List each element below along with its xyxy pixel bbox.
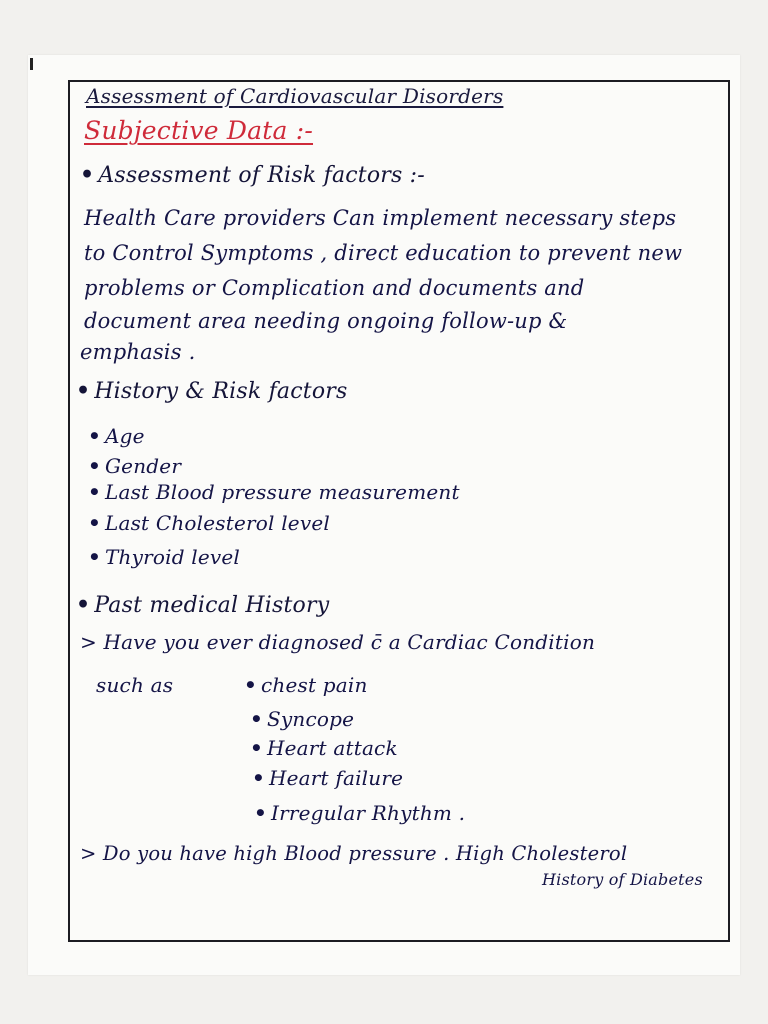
- history-item: [88, 545, 240, 569]
- bullet-icon: •: [76, 592, 91, 618]
- bullet-icon: •: [80, 162, 95, 188]
- paragraph-line: problems or Complication and documents and: [84, 276, 585, 300]
- bullet-icon: •: [88, 545, 101, 569]
- bullet-icon: •: [76, 378, 91, 404]
- bullet-icon: •: [88, 454, 101, 478]
- history-risk-label: History & Risk factors: [94, 379, 348, 404]
- question-line: > Do you have high Blood pressure . High Cholesterol: [80, 842, 628, 865]
- page-edge-mark: [30, 58, 33, 70]
- question-line: History of Diabetes: [542, 870, 703, 889]
- paragraph-line: emphasis .: [80, 340, 196, 364]
- bullet-icon: •: [252, 766, 265, 790]
- paragraph-line: Health Care providers Can implement necessary steps: [84, 206, 677, 230]
- condition-label: Irregular Rhythm .: [270, 801, 466, 825]
- condition-item: [250, 736, 398, 760]
- history-item-label: Age: [104, 424, 145, 448]
- subjective-data-heading: Subjective Data :-: [84, 116, 314, 145]
- question-line: such as: [96, 673, 174, 697]
- past-medical-heading: [76, 592, 329, 618]
- history-risk-heading: [76, 378, 347, 404]
- bullet-icon: •: [254, 801, 267, 825]
- history-item-label: Last Blood pressure measurement: [104, 480, 460, 504]
- history-item: [88, 480, 460, 504]
- paragraph-line: to Control Symptoms , direct education to prevent new: [84, 241, 683, 265]
- past-medical-label: Past medical History: [94, 593, 330, 618]
- condition-item: [252, 766, 403, 790]
- question-line: > Have you ever diagnosed c̄ a Cardiac Condition: [80, 630, 596, 654]
- condition-label: chest pain: [260, 673, 368, 697]
- history-item-label: Thyroid level: [104, 545, 241, 569]
- condition-label: Heart attack: [266, 736, 398, 760]
- condition-item: [254, 801, 465, 825]
- bullet-icon: •: [88, 511, 101, 535]
- history-item: [88, 424, 145, 448]
- history-item: [88, 454, 181, 478]
- history-item-label: Last Cholesterol level: [104, 511, 330, 535]
- history-item-label: Gender: [104, 454, 182, 478]
- page-title: Assessment of Cardiovascular Disorders: [86, 84, 504, 108]
- history-item: [88, 511, 330, 535]
- bullet-icon: •: [244, 673, 257, 697]
- bullet-icon: •: [250, 707, 263, 731]
- condition-label: Heart failure: [268, 766, 404, 790]
- condition-item: [250, 707, 354, 731]
- condition-item: [244, 673, 368, 697]
- risk-assessment-label: Assessment of Risk factors :-: [98, 163, 425, 188]
- bullet-icon: •: [88, 424, 101, 448]
- bullet-icon: •: [250, 736, 263, 760]
- paragraph-line: document area needing ongoing follow-up &: [84, 309, 568, 333]
- condition-label: Syncope: [266, 707, 355, 731]
- bullet-icon: •: [88, 480, 101, 504]
- risk-assessment-heading: [80, 162, 425, 188]
